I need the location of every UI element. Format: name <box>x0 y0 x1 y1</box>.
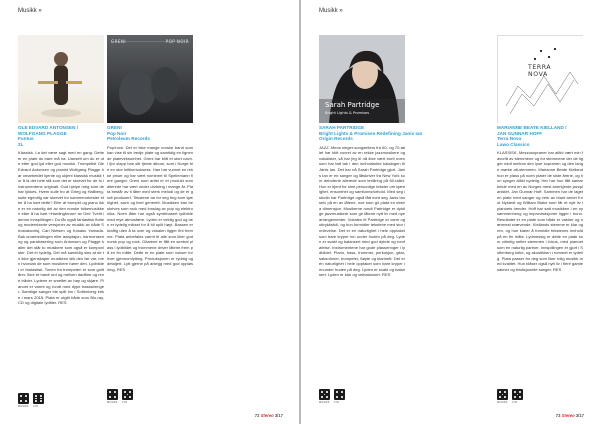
album-cover-art <box>18 35 104 123</box>
section-heading: Musikk » <box>18 8 42 14</box>
die-pip <box>336 396 338 398</box>
album-artist-2: JAN GUNNAR HOFF <box>497 130 543 136</box>
issue-number: 3/17 <box>274 413 283 418</box>
issue-number: 3/17 <box>575 413 584 418</box>
die-pip <box>40 398 42 400</box>
music-rating-die <box>107 389 118 400</box>
die-pip <box>514 396 516 398</box>
album-cover <box>497 35 583 123</box>
die-pip <box>341 396 343 398</box>
die-pip <box>25 400 27 402</box>
review-column <box>497 35 583 280</box>
die-pip <box>114 391 116 393</box>
die-pip <box>129 391 131 393</box>
die-pip <box>324 394 326 396</box>
album-cover-art <box>319 35 405 123</box>
die-pip <box>129 396 131 398</box>
cover-artist: GRENI <box>111 39 127 44</box>
album-label: Lawo Classics <box>497 141 530 147</box>
sound-rating-die <box>122 389 133 400</box>
die-pip <box>499 396 501 398</box>
album-artist: SARAH PARTRIDGE <box>319 125 365 130</box>
album-cover <box>107 35 193 123</box>
music-rating-die <box>497 389 508 400</box>
album-cover-art <box>107 35 193 123</box>
sound-rating-label: LYD <box>334 401 340 404</box>
die-pip <box>20 400 22 402</box>
cover-artist: Sarah Partridge <box>325 101 380 109</box>
album-title: Terra Nova <box>497 136 522 142</box>
album-title: Funtus <box>18 136 34 142</box>
music-rating-die <box>18 393 29 404</box>
album-label: Petroleum Records <box>107 136 150 142</box>
music-rating-label: MUSIKK <box>497 401 508 404</box>
section-heading: Musikk » <box>319 8 343 14</box>
magazine-page-left <box>0 0 299 424</box>
sound-rating-die <box>33 393 44 404</box>
music-rating-label: MUSIKK <box>107 401 118 404</box>
review-column <box>107 35 193 325</box>
review-text: Pop/rock. Det er ikke mange norske band som kan vise til sin tredje plate og samtidig en lignende platevirksomhet. Greni har blitt et stort navn. I fjor slapp han sitt fjerde album, som i Norge ble en stor kritikersuksess. Han har vunnet en rekke priser og har vært nominert til Spellemann flere ganger. Greni som artist er et produkt som allerede har vært under utvikling i mange år. Plata består av ti låter med sterk melodi og de er godt produsert. Tekstene tar for seg ting som kjærlighet, savn og livet generelt. Musikken kan beskrives som rock med innslag av pop og elektronika. Noen låter har også synthbasert lydbilde med mye atmosfære. Lyden er veldig god og den er tydelig mikset for å bli spilt høyt. Bassen er kraftig uten å ta over og vokalen ligger fint fremme. Plata anbefales varmt til alle som liker god norsk pop og rock. Gitarene er fått en sentral plass i lydbildet og trommene driver låtene frem på en fin måte. Dette er en plate som vokser for hver gjennomlytting. Produksjonen er ryddig og detaljert. Lytt gjerne på anlegg med god oppløsning. RES <box>107 144 193 272</box>
album-cover-art <box>498 36 584 124</box>
die-pip <box>109 396 111 398</box>
album-artist: GRENI <box>107 125 122 130</box>
rating-dice <box>18 393 104 409</box>
magazine-page-right <box>301 0 600 424</box>
cover-title: POP NOIR <box>165 39 189 44</box>
magazine-brand: Stereo <box>260 413 274 418</box>
die-pip <box>114 396 116 398</box>
die-pip <box>40 395 42 397</box>
die-pip <box>519 391 521 393</box>
album-artist-2: WOLFGANG PLAGGE <box>18 130 67 136</box>
die-pip <box>109 391 111 393</box>
die-pip <box>124 396 126 398</box>
album-artist: MARIANNE BEATE KIELLAND / <box>497 125 567 130</box>
cover-title: Bright Lights & Promises <box>325 111 370 115</box>
die-pip <box>517 394 519 396</box>
album-artist: OLE EDVARD ANTONSEN / <box>18 125 79 130</box>
die-pip <box>20 395 22 397</box>
review-text: KLASSISK. Mezzosopraner har alltid vært min favoritt av stemmene og for stemmene der de ligger midt mellom den lyse sopranen og den lange mørke alt-stemmen. Marianne Beate Kielland hun er plass på noen plater de siste årene, og hun synger alltid nydelig. Her har hun fått samarbeide med en av Norges mest anerkjente jazzpianister, Jan Gunnar Hoff. Sammen har de laget en plate med sanger og verk av blant annet Knut Nystedt og William Blake som får et nytt liv i pianoets hender. Hoff har satt musikken i en ny sammenheng og improvisasjoner ligger i bunn. Resultatet er en plate som både er vakker og nærmest svævende. Kiellands stemme er klar og ren, og hun klarer å formidle tekstenes innhold på en fin måte. Lydmessig er dette en plate som virkelig setter stemmen i fokus, med pianoet som en naturlig partner. Innspillingen er gjort i Sofienberg kirke, og akustikken i rommet er tydelig. Plata passer for deg som liker rolig musikk med kvalitet. Hun blåser også nytt liv i flere gamle salmer og tradisjonelle sanger. RES <box>497 150 583 272</box>
rating-dice <box>319 389 405 405</box>
sound-rating-label: LYD <box>512 401 518 404</box>
page-number: 73 <box>555 413 561 418</box>
die-pip <box>40 400 42 402</box>
die-pip <box>321 396 323 398</box>
rating-dice <box>107 389 193 405</box>
die-pip <box>35 398 37 400</box>
die-pip <box>499 391 501 393</box>
review-column <box>319 35 423 365</box>
review-text: JAZZ. Mens singer-songwriters fra 60- og 70-tallet har blitt covret av en rekke jazzmusikere og vokalister, så har jeg til nå ikke vært borti noen som har tatt tak i den innholdsrike katalogen til Janis Ian. Det har nå Sarah Partridge gjort. Janis Ian er en sanger og låtskriver fra New York som debuterte allerede som tenåring på 60-tallet. Hun er kjent for sine personlige tekster om kjærlighet, ensomhet og samfunnsforhold. Med seg i studio har Partridge også fått med seg Janis Ian selv på en av låtene, noe som gir plata en ekstra dimensjon. Musikerne rundt Partridge er dyktige jazzmusikere som gir låtene nytt liv med nye arrangementer. Vokalen til Partridge er varm og uttrykksfull, og hun formidler tekstene med stor innlevelse. Det er en naturlighet i hele opptaket som bare kryper inn under huden på deg. Lyden er svakt og balansert med god dybde og romfølelse. Instrumentene har gode plasseringer i lydbildet. Piano, bass, trommer, perkusjon, gitar, saksofoner, trompeter, fløyte og klarinett. Det er en naturlighet i hele opptaket som bare kryper innunder huden på deg. Lyden er svakt og balansert. Lyden er klar og velbalansert. RES <box>319 144 405 278</box>
album-title: Bright Lights & Promises Redefining Janis Ian <box>319 130 423 136</box>
die-pip <box>504 396 506 398</box>
review-meta <box>497 125 583 147</box>
review-meta <box>319 125 423 142</box>
die-pip <box>326 391 328 393</box>
album-label: Origin Records <box>319 136 353 142</box>
page-number: 72 <box>254 413 260 418</box>
sound-rating-die <box>334 389 345 400</box>
die-pip <box>35 395 37 397</box>
page-footer <box>255 413 283 418</box>
die-pip <box>519 396 521 398</box>
rating-dice <box>497 389 583 405</box>
die-pip <box>326 396 328 398</box>
page-footer <box>556 413 584 418</box>
music-rating-die <box>319 389 330 400</box>
die-pip <box>502 394 504 396</box>
music-rating-label: MUSIKK <box>18 405 29 408</box>
die-pip <box>321 391 323 393</box>
die-pip <box>341 391 343 393</box>
review-meta <box>18 125 104 147</box>
album-label: 2L <box>18 141 24 147</box>
die-pip <box>336 391 338 393</box>
sound-rating-label: LYD <box>122 401 128 404</box>
album-title: Pop Noir <box>107 130 127 136</box>
review-text: Klassisk. La det være sagt med en gang. Dette er en plate du bare må ha. Uansett om du er ute etter god lyd eller god musikk. Trompetist Ole Edvard Antonsen og pianist Wolfgang Plagge har omarbeidet kjente og ukjent klassisk musikk for å la det hele stå som det er skrevet for de to instrumentene originalt. Gud hjelpe meg som de har lykkes. Hvem kulle tro at Grieg og Hallberg-suite egentlig var skrevet for kammerorkester etter å ha hørt dette? Eller at trompet og piano ikke er en naturlig del av den norske folkemusikken etter å ha hørt «Hardingtonar» av Geir Tveitt i denne innspillingen. Du får også fantastisk flotte og moderniserte versjoner av musikk av både Shostakovitsj, Carl Nielsen og Kosaku Yamada. Bak omarbeidingen eller adaptajon, harmonisering og parafrasering som Antonsen og Plagge kaller det står to musikere som også er komponister. Det er tydelig. Det må samtidig sies at de to ikke gjenskaper musikken slik den før var, men hvordan de som musikere hører den. Lydbildet er fantastisk. Tonen fra trompeten er som gulltårer. Ikke et hardt ord og mellom dødfine og rene tråder. Lydene er smeltet av høy og skjøre. Pianoet er varmt og rundt med dype bassstrenger. Samtlige sanger ble spilt inn i Sofienberg kirke i mars 2015. Plata er utgitt både som Blu-ray, CD og digitale lydfiler. RES <box>18 150 104 306</box>
die-pip <box>124 391 126 393</box>
review-column <box>18 35 104 360</box>
review-meta <box>107 125 193 142</box>
album-cover <box>319 35 405 123</box>
sound-rating-die <box>512 389 523 400</box>
album-cover <box>18 35 104 123</box>
die-pip <box>35 400 37 402</box>
sound-rating-label: LYD <box>33 405 39 408</box>
die-pip <box>127 394 129 396</box>
die-pip <box>504 391 506 393</box>
die-pip <box>514 391 516 393</box>
music-rating-label: MUSIKK <box>319 401 330 404</box>
die-pip <box>25 395 27 397</box>
magazine-brand: Stereo <box>561 413 575 418</box>
cover-title: TERRA NOVA <box>528 64 552 78</box>
